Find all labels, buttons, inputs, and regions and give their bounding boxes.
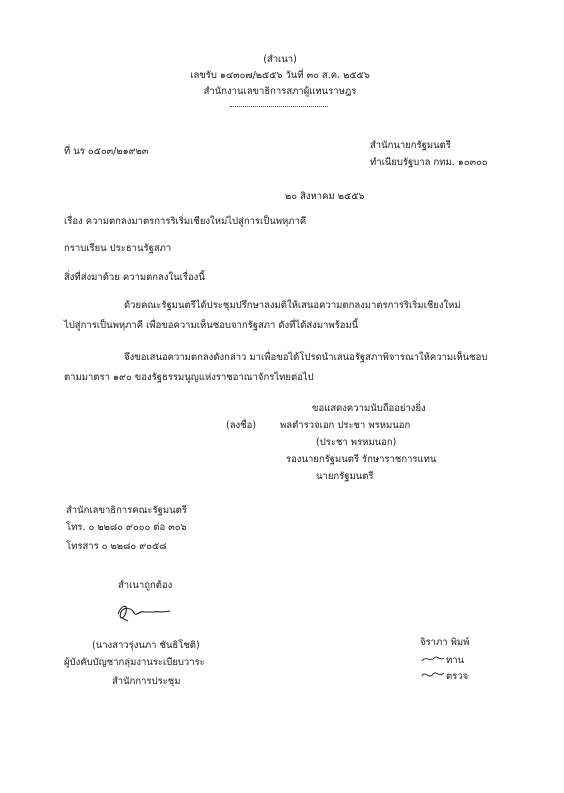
typist-name: จิราภา พิมพ์ [420, 637, 470, 648]
office-line: สำนักงานเลขาธิการสภาผู้แทนราษฎร [203, 86, 357, 97]
enclosure-line: สิ่งที่ส่งมาด้วย ความตกลงในเรื่องนี้ [64, 272, 205, 283]
handwritten-signature [112, 600, 176, 624]
signed-label: (ลงชื่อ) [226, 420, 257, 431]
closing-respect: ขอแสดงความนับถืออย่างยิ่ง [312, 403, 426, 414]
paragraph-1-line-1: ด้วยคณะรัฐมนตรีได้ประชุมปรึกษาลงมติให้เสนอความตกลงมาตรการริเริ่มเชียงใหม่ [124, 300, 461, 311]
signer-position-2: นายกรัฐมนตรี [316, 471, 374, 482]
receipt-line: เลขรับ ๑๔๓๐๗/๒๕๕๖ วันที่ ๓๐ ส.ค. ๒๕๕๖ [190, 70, 370, 81]
document-number: ที่ นร ๐๕๐๓/๒๑๙๒๓ [64, 146, 149, 157]
copy-mark: (สำเนา) [263, 54, 297, 65]
certifier-department: สำนักการประชุม [112, 676, 181, 687]
certifier-title: ผู้บังคับบัญชากลุ่มงานระเบียบวาระ [64, 657, 205, 668]
certifier-name: (นางสาวรุ่งนภา ชันธิโชติ) [92, 640, 200, 651]
sender-office: สำนักนายกรัฐมนตรี [370, 140, 451, 151]
salutation-line: กราบเรียน ประธานรัฐสภา [64, 243, 172, 254]
contact-fax: โทรสาร ๐ ๒๒๘๐ ๙๐๕๘ [66, 541, 167, 552]
checked-word: ตรวจ [446, 671, 469, 682]
sender-address: ทำเนียบรัฐบาล กทม. ๑๐๓๐๐ [370, 157, 488, 168]
signer-position-1: รองนายกรัฐมนตรี รักษาราชการแทน [286, 454, 437, 465]
proofread-word: ทาน [446, 655, 465, 666]
signer-rank-name: พลตำรวจเอก ประชา พรหมนอก [280, 420, 411, 431]
paragraph-2-line-1: จึงขอเสนอความตกลงดังกล่าว มาเพื่อขอได้โปรดนำเสนอรัฐสภาพิจารณาให้ความเห็นชอบ [124, 352, 488, 363]
contact-phone: โทร. ๐ ๒๒๘๐ ๙๐๐๐ ต่อ ๓๐๖ [66, 522, 187, 533]
subject-line: เรื่อง ความตกลงมาตรการริเริ่มเชียงใหม่ไปสู่การเป็นพหุภาคี [64, 216, 307, 227]
initial-scribble [420, 668, 446, 682]
paragraph-2-line-2: ตามมาตรา ๑๙๐ ของรัฐธรรมนูญแห่งราชอาณาจักรไทยต่อไป [64, 372, 314, 383]
document-date: ๒๐ สิงหาคม ๒๕๕๖ [285, 191, 365, 202]
header-divider [230, 106, 328, 107]
initial-scribble [420, 652, 446, 666]
paragraph-1-line-2: ไปสู่การเป็นพหุภาคี เพื่อขอความเห็นชอบจากรัฐสภา ดังที่ได้ส่งมาพร้อมนี้ [64, 320, 359, 331]
signer-name: (ประชา พรหมนอก) [316, 437, 397, 448]
contact-office: สำนักเลขาธิการคณะรัฐมนตรี [66, 505, 187, 516]
certified-copy-label: สำเนาถูกต้อง [118, 580, 173, 591]
